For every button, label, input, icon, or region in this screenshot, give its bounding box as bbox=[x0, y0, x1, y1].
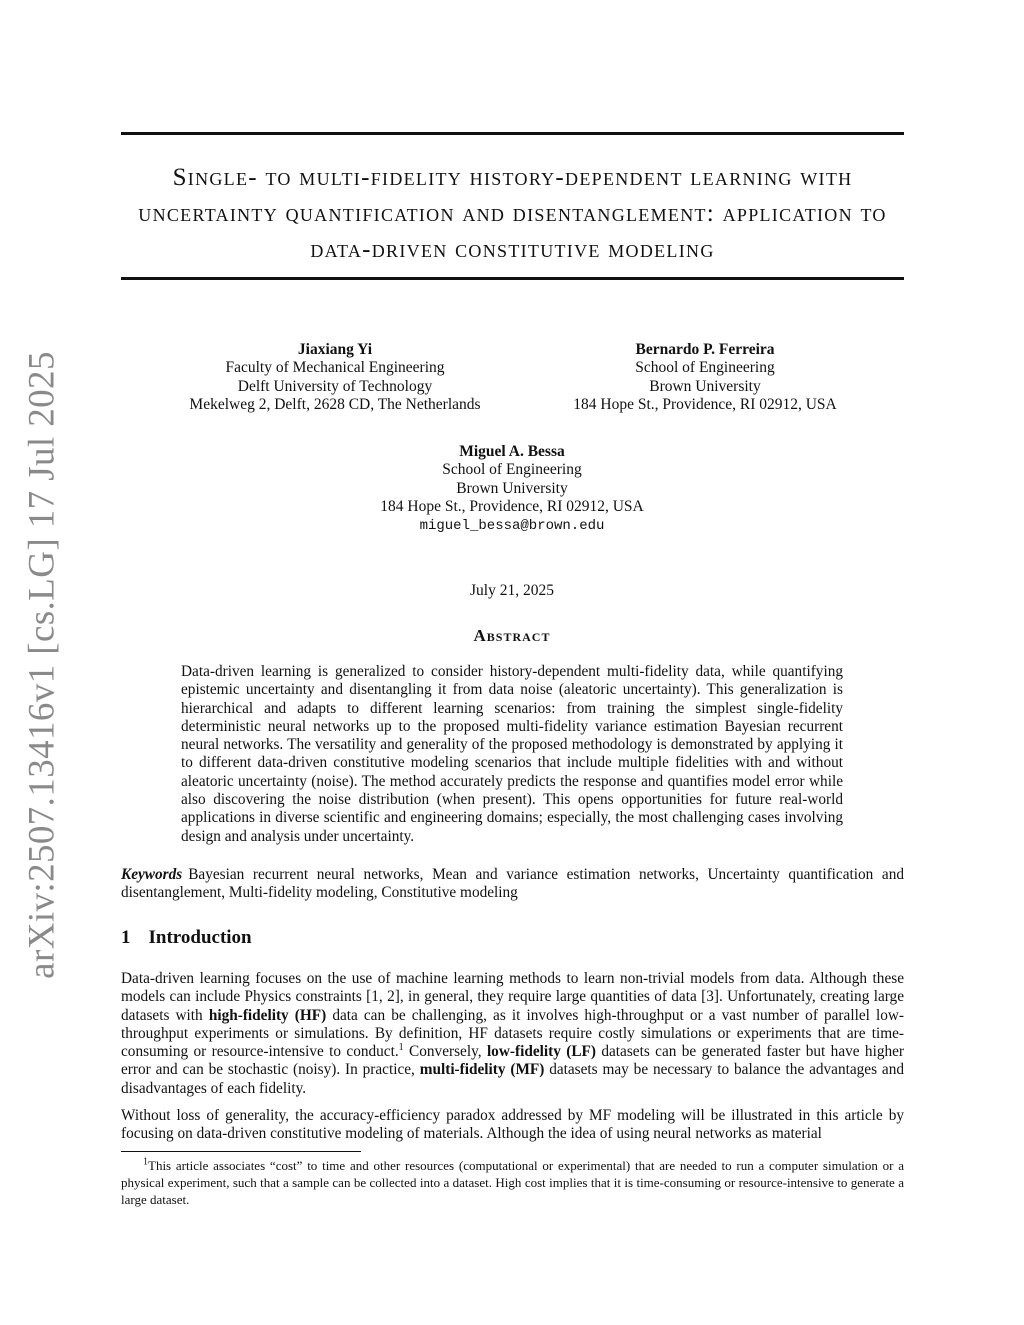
term-multi-fidelity: multi-fidelity (MF) bbox=[419, 1061, 545, 1079]
footnote-marker: 1 bbox=[143, 1156, 148, 1168]
paper-title: Single- to multi-fidelity history-dependent learning with uncertainty quantification and disentanglement: application to data-driven constitutive modeling bbox=[138, 164, 887, 263]
footnote-divider bbox=[121, 1151, 361, 1152]
arxiv-identifier: arXiv:2507.13416v1 [cs.LG] 17 Jul 2025 bbox=[21, 351, 63, 979]
author-name: Bernardo P. Ferreira bbox=[635, 341, 775, 358]
author-block-2 bbox=[530, 341, 880, 415]
author-address: 184 Hope St., Providence, RI 02912, USA bbox=[380, 498, 644, 516]
author-institution: Brown University bbox=[456, 479, 568, 497]
paper-date: July 21, 2025 bbox=[470, 582, 554, 599]
author-block-3 bbox=[337, 443, 687, 535]
section-number: 1 bbox=[121, 927, 131, 948]
intro-text: datasets may be necessary to balance the advantages and disadvantages of each fidelity. bbox=[121, 1061, 904, 1097]
intro-text: datasets can be generated faster but have higher error and can be stochastic (noisy). In practice, bbox=[121, 1043, 905, 1079]
author-department: Faculty of Mechanical Engineering bbox=[225, 359, 445, 377]
section-heading-introduction bbox=[121, 927, 252, 949]
intro-text: Data-driven learning focuses on the use of machine learning methods to learn non-trivial models from data. Although these models can include Physics constraints [1, 2], in general, they require large quantities of data [3]. Unfortunately, creating large datasets with bbox=[121, 970, 904, 1024]
abstract-text: Data-driven learning is generalized to consider history-dependent multi-fidelity data, while quantifying epistemic uncertainty and disentangling it from data noise (aleatoric uncertainty). This generalization is hierarchical and adapts to different learning scenarios: from training the simplest single-fidelity deterministic neural networks up to the proposed multi-fidelity variance estimation Bayesian recurrent neural networks. The versatility and generality of the proposed methodology is demonstrated by applying it to different data-driven constitutive modeling scenarios that include multiple fidelities with and without aleatoric uncertainty (noise). The method accurately predicts the response and quantifies model error while also discovering the noise distribution (when present). This opens opportunities for future real-world applications in diverse scientific and engineering domains; especially, the most challenging cases involving design and analysis under uncertainty. bbox=[181, 663, 843, 845]
author-department: School of Engineering bbox=[442, 461, 582, 479]
intro-paragraph-2: Without loss of generality, the accuracy-efficiency paradox addressed by MF modeling will be illustrated in this article by focusing on data-driven constitutive modeling of materials. Although the idea of using neural networks as material bbox=[121, 1107, 904, 1143]
intro-text: data can be challenging, as it involves high-throughput or a vast number of parallel low-throughput experiments or simulations. By definition, HF datasets require costly simulations or experiments that are time-consuming or resource-intensive to conduct. bbox=[121, 1006, 904, 1061]
term-high-fidelity: high-fidelity (HF) bbox=[208, 1006, 327, 1024]
keywords-label: Keywords bbox=[121, 866, 183, 883]
title-rule-bottom bbox=[121, 277, 904, 280]
title-rule-top bbox=[121, 132, 904, 135]
author-name: Miguel A. Bessa bbox=[459, 443, 565, 460]
keywords-text: Bayesian recurrent neural networks, Mean and variance estimation networks, Uncertainty quantification and disentanglement, Multi-fidelity modeling, Constitutive modeling bbox=[121, 866, 904, 902]
abstract-heading: Abstract bbox=[473, 626, 551, 645]
intro-text: Conversely, bbox=[403, 1043, 487, 1061]
author-address: 184 Hope St., Providence, RI 02912, USA bbox=[573, 396, 837, 414]
author-email[interactable]: miguel_bessa@brown.edu bbox=[419, 517, 605, 534]
author-department: School of Engineering bbox=[635, 359, 775, 377]
author-institution: Delft University of Technology bbox=[237, 377, 433, 395]
footnote bbox=[121, 1157, 904, 1209]
intro-paragraph-1 bbox=[121, 970, 904, 1098]
term-low-fidelity: low-fidelity (LF) bbox=[486, 1043, 596, 1061]
author-address: Mekelweg 2, Delft, 2628 CD, The Netherlands bbox=[189, 396, 481, 414]
author-institution: Brown University bbox=[649, 377, 761, 395]
footnote-text: This article associates “cost” to time and other resources (computational or experimental) that are needed to run a computer simulation or a physical experiment, such that a sample can be collected into a dataset. High cost implies that it is time-consuming or resource-intensive to generate a large dataset. bbox=[121, 1158, 904, 1208]
section-title: Introduction bbox=[148, 927, 252, 948]
author-block-1 bbox=[160, 341, 510, 415]
keywords bbox=[121, 866, 904, 903]
author-name: Jiaxiang Yi bbox=[297, 341, 373, 358]
footnote-reference[interactable]: 1 bbox=[398, 1042, 404, 1054]
